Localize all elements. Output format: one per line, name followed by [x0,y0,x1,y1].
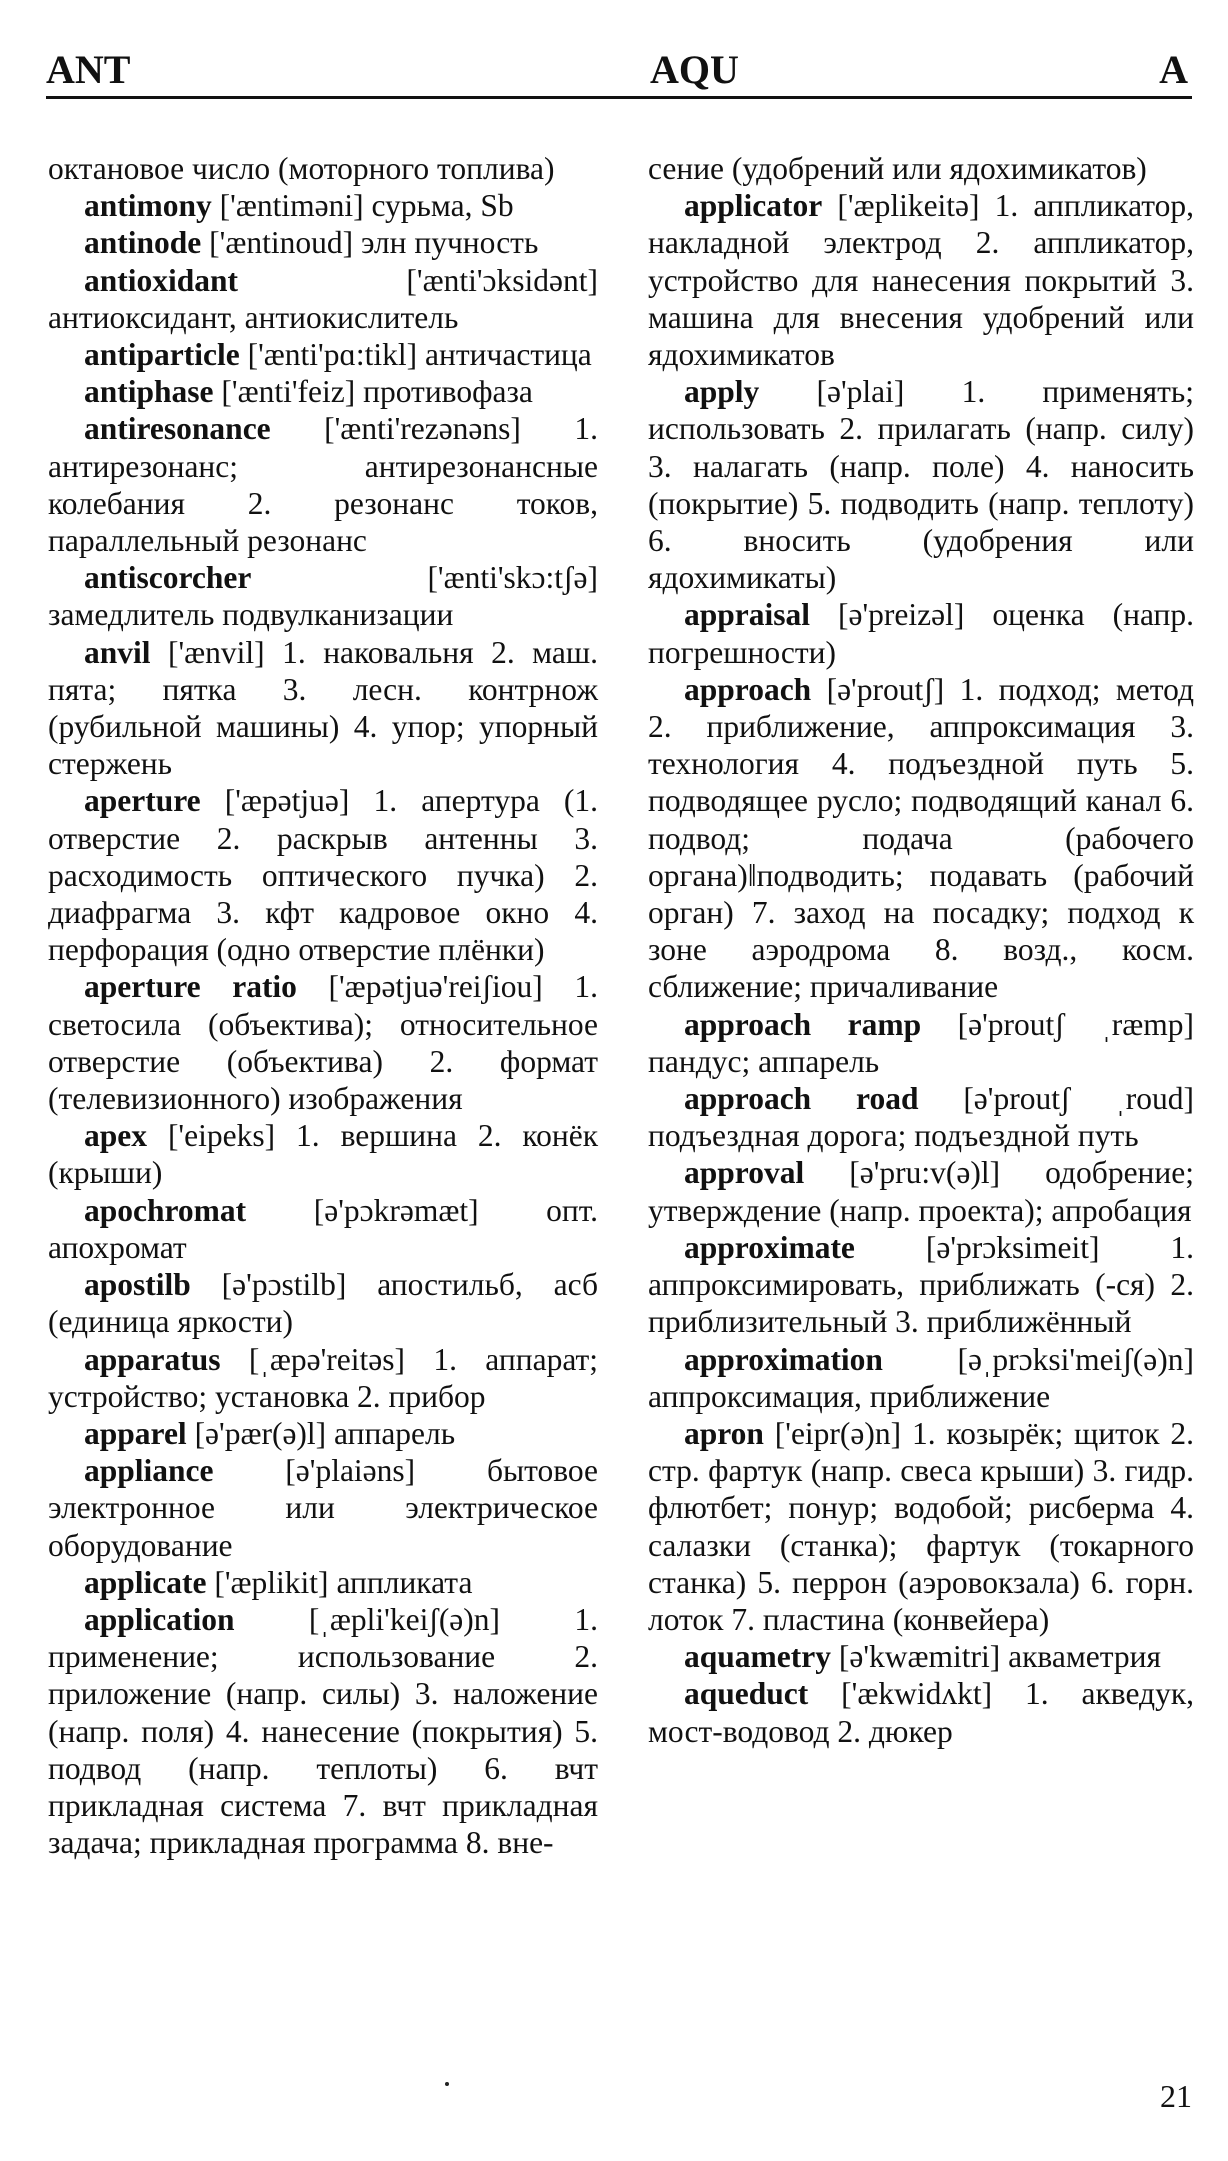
entry-headword: anvil [84,634,151,670]
entry-headword: antiphase [84,374,214,410]
entry-transcription: [ǝ'plaiǝns] [285,1453,416,1489]
entry-definition: противофаза [363,374,533,410]
entry-definition: 1. аппликатор, накладной электрод 2. аппликатор, устройство для нанесения покрытий 3. машина для внесения удобрений или ядохимикатов [648,188,1195,373]
entry-headword: aperture [84,783,201,819]
dictionary-entry [48,262,598,336]
entry-definition: бытовое электронное или электрическое оборудование [48,1453,599,1563]
entry-definition: элн пучность [360,225,539,261]
entry-transcription: ['ænti'rezǝnǝns] [324,411,521,447]
page-header [46,44,1192,99]
entry-definition: аппарель [334,1415,456,1451]
entry-headword: antiparticle [84,337,240,373]
entry-headword: aperture ratio [84,969,297,1005]
header-left-guideword: ANT [46,47,131,92]
entry-headword: antioxidant [84,262,239,298]
entry-transcription: [ǝ'pru:v(ǝ)l] [849,1155,1001,1191]
entry-headword: apparel [84,1415,187,1451]
entry-transcription: [ˌæpǝ'reitǝs] [248,1341,405,1377]
dictionary-entry [648,1638,1194,1675]
entry-definition: сение (удобрений или ядохимикатов) [648,151,1147,186]
dictionary-entry [48,782,598,968]
entry-headword: antiscorcher [84,560,252,596]
entry-headword: applicator [684,188,823,224]
entry-definition: акваметрия [1008,1639,1162,1675]
entry-headword: apron [684,1415,764,1451]
dictionary-entry [648,1675,1194,1749]
entry-headword: aquametry [684,1639,831,1675]
entry-definition: 1. применять; использовать 2. прилагать (напр. силу) 3. налагать (напр. поле) 4. наносить (покрытие) 5. подводить (напр. теплоту) 6. вносить (удобрения или ядохимикаты) [648,374,1195,596]
dictionary-entry [48,1452,598,1564]
entry-transcription: [ǝ'pær(ǝ)l] [194,1415,327,1451]
entry-definition: 1. наковальня 2. маш. пята; пятка 3. лесн. контрнож (рубильной машины) 4. упор; упорный стержень [48,634,598,782]
right-column [648,150,1194,1750]
entry-definition: 1. аппарат; устройство; установка 2. прибор [48,1341,599,1414]
entry-definition: сурьма, Sb [371,188,514,224]
entry-headword: application [84,1601,235,1637]
entry-headword: apex [84,1118,147,1154]
entry-headword: approach ramp [684,1006,922,1042]
entry-definition: аппроксимация, приближение [648,1378,1051,1414]
entry-headword: appliance [84,1453,214,1489]
entry-transcription: ['æplikit] [214,1564,329,1600]
dictionary-entry [648,1154,1194,1228]
dictionary-entry [648,1006,1194,1080]
dictionary-entry [648,373,1194,596]
dictionary-entry [48,336,598,373]
entry-definition: 1. аппроксимировать, приближать (-ся) 2. приблизительный 3. приближённый [648,1229,1194,1340]
entry-definition: 1. акведук, мост-водовод 2. дюкер [648,1676,1194,1749]
entry-transcription: [ǝ'pɔstilb] [221,1267,347,1303]
entry-headword: apparatus [84,1341,221,1377]
dictionary-entry [648,1080,1194,1154]
entry-definition: подъездная дорога; подъездной путь [648,1118,1139,1154]
dictionary-entry [648,1229,1194,1341]
dictionary-entry [48,968,598,1117]
dictionary-entry [648,671,1194,1006]
entry-headword: approach [684,671,812,707]
entry-definition: оценка (напр. погрешности) [648,597,1195,670]
entry-transcription: [ǝ'proutʃ ˌroud] [963,1081,1194,1117]
entry-transcription: ['ænti'feiz] [221,374,356,410]
dictionary-entry [48,1117,598,1191]
dictionary-entry [48,1415,598,1452]
entry-transcription: [ǝˌprɔksi'meiʃ(ǝ)n] [957,1341,1194,1377]
entry-definition: 1. антирезонанс; антирезонансные колебания 2. резонанс токов, параллельный резонанс [48,411,599,559]
page-number: 21 [1160,2078,1192,2114]
entry-transcription: [ǝ'proutʃ ˌræmp] [957,1006,1194,1042]
entry-transcription: ['ænti'pɑ:tikl] [247,337,418,373]
dictionary-entry [48,1266,598,1340]
entry-transcription: [ǝ'pɔkrǝmæt] [313,1192,479,1228]
entry-definition: 1. козырёк; щиток 2. стр. фартук (напр. свеса крыши) 3. гидр. флютбет; понур; водобой; рисберма 4. салазки (станка); фартук (токарного станка) 5. перрон (аэровокзала) 6. горн. лоток 7. пластина (конвейера) [648,1415,1195,1637]
dictionary-entry [648,1415,1194,1638]
entry-transcription: ['eipeks] [167,1118,276,1154]
entry-transcription: ['æntimǝni] [219,188,364,224]
entry-transcription: [ǝ'prɔksimeit] [925,1229,1100,1265]
entry-definition: пандус; аппарель [648,1043,880,1079]
dictionary-entry [648,150,1194,187]
entry-headword: aqueduct [684,1676,809,1712]
entry-definition: антиоксидант, антиокислитель [48,299,459,335]
entry-headword: applicate [84,1564,207,1600]
entry-transcription: ['æplikeitǝ] [837,188,980,224]
header-center-guideword: AQU [650,47,739,92]
dictionary-entry [48,634,598,783]
dictionary-entry [48,559,598,633]
entry-definition: 1. подход; метод 2. приближение, аппроксимация 3. технология 4. подъездной путь 5. подводящее русло; подводящий канал 6. подвод; подача (рабочего органа)‖подводить; подавать (рабочий орган) 7. заход на посадку; подход к зоне аэродрома 8. возд., косм. сближение; причаливание [648,671,1194,1005]
entry-transcription: ['æntinoud] [209,225,354,261]
entry-definition: апостильб, асб (единица яркости) [48,1267,598,1340]
entry-definition: античастица [425,337,592,373]
entry-transcription: [ˌæpli'keiʃ(ǝ)n] [308,1601,501,1637]
print-speck [445,2082,449,2086]
entry-definition: замедлитель подвулканизации [48,597,454,633]
entry-definition: октановое число (моторного топлива) [48,151,555,186]
entry-transcription: [ǝ'plai] [816,374,905,410]
entry-transcription: ['æpǝtjuǝ] [224,783,350,819]
entry-headword: approval [684,1155,805,1191]
entry-definition: 1. светосила (объектива); относительное отверстие (объектива) 2. формат (телевизионного) изображения [48,969,598,1117]
entry-definition: 1. апертура (1. отверстие 2. раскрыв антенны 3. расходимость оптического пучка) 2. диафрагма 3. кфт кадровое окно 4. перфорация (одно отверстие плёнки) [48,783,599,968]
entry-headword: approximation [684,1341,883,1377]
left-column [48,150,598,1861]
entry-definition: аппликата [336,1564,473,1600]
entry-headword: approximate [684,1229,855,1265]
dictionary-entry [648,1341,1194,1415]
header-section-letter: A [1159,47,1188,92]
dictionary-entry [48,373,598,410]
entry-definition: одобрение; утверждение (напр. проекта); апробация [648,1155,1194,1228]
dictionary-entry [48,150,598,187]
entry-transcription: ['ækwidʌkt] [841,1676,993,1712]
entry-headword: approach road [684,1081,919,1117]
entry-transcription: [ǝ'proutʃ] [826,671,945,707]
dictionary-entry [48,224,598,261]
dictionary-entry [48,187,598,224]
entry-headword: appraisal [684,597,811,633]
entry-headword: antinode [84,225,202,261]
dictionary-entry [648,596,1194,670]
entry-definition: опт. апохромат [48,1192,599,1265]
entry-transcription: ['eipr(ǝ)n] [774,1415,902,1451]
entry-transcription: [ǝ'kwæmitri] [838,1639,1001,1675]
entry-headword: apply [684,374,760,410]
dictionary-entry [48,1192,598,1266]
dictionary-entry [48,1601,598,1861]
entry-headword: antimony [84,188,212,224]
entry-definition: 1. применение; использование 2. приложение (напр. силы) 3. наложение (напр. поля) 4. нанесение (покрытия) 5. подвод (напр. теплоты) 6. вчт прикладная система 7. вчт прикладная задача; прикладная программа 8. вне- [48,1601,599,1861]
dictionary-entry [648,187,1194,373]
entry-transcription: ['ænti'skɔ:tʃǝ] [427,560,598,596]
entry-headword: apostilb [84,1267,191,1303]
entry-headword: apochromat [84,1192,247,1228]
entry-transcription: ['æpǝtjuǝ'reiʃiou] [328,969,543,1005]
entry-headword: antiresonance [84,411,271,447]
entry-definition: 1. вершина 2. конёк (крыши) [48,1118,599,1191]
dictionary-entry [48,1341,598,1415]
entry-transcription: ['ænvil] [167,634,265,670]
entry-transcription: [ǝ'preizǝl] [838,597,965,633]
dictionary-entry [48,410,598,559]
dictionary-entry [48,1564,598,1601]
entry-transcription: ['ænti'ɔksidǝnt] [406,262,598,298]
